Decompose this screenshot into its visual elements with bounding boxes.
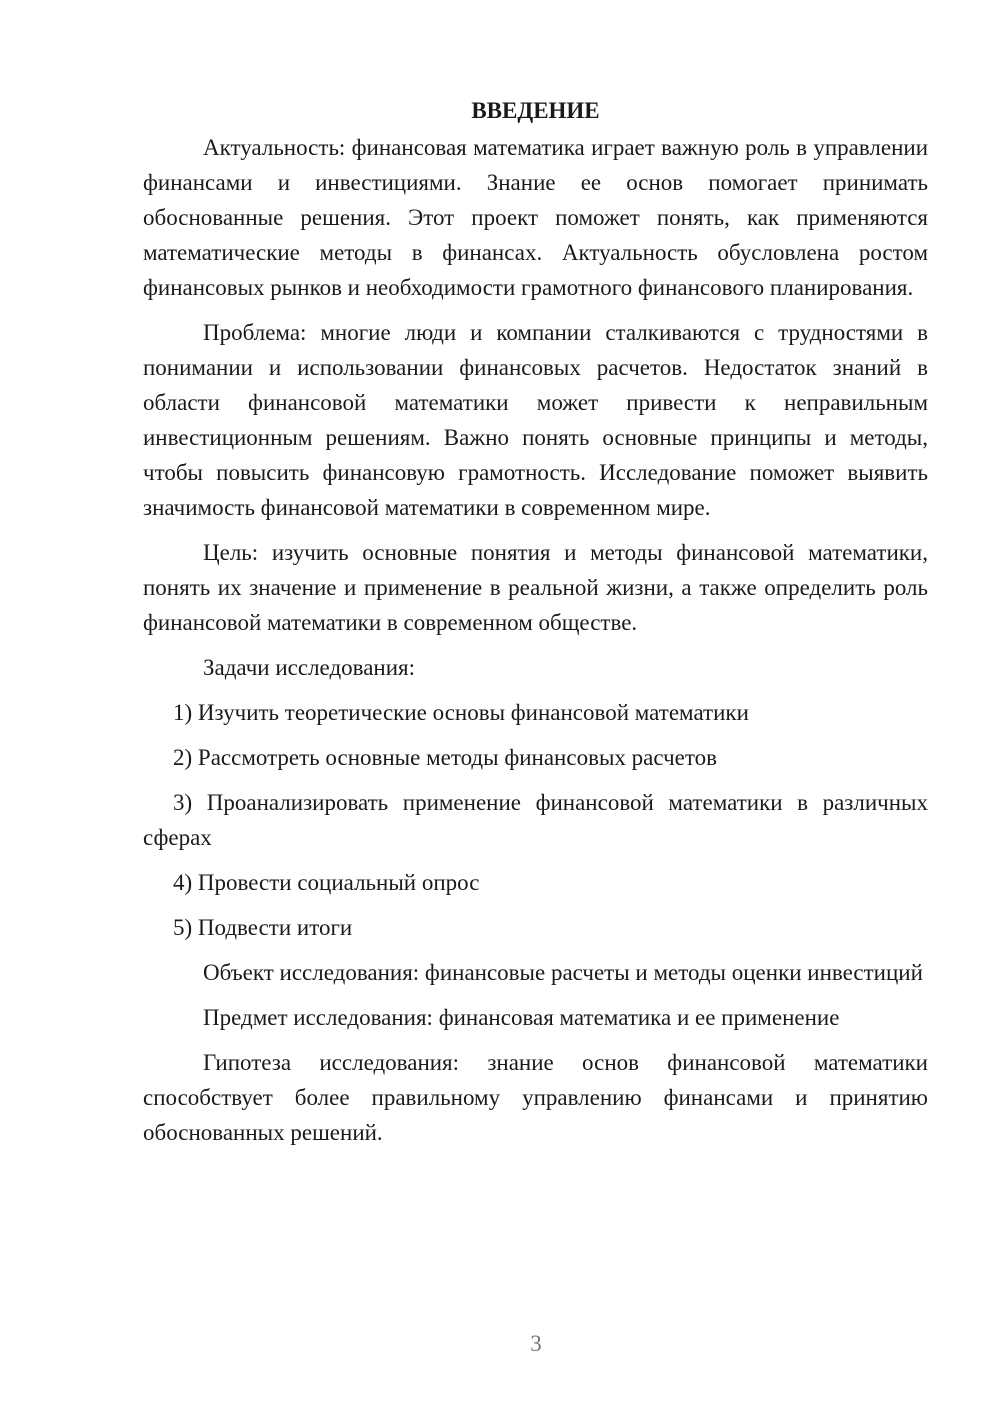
task-item-2: 2) Рассмотреть основные методы финансовых расчетов xyxy=(173,745,717,770)
task-item-1: 1) Изучить теоретические основы финансовой математики xyxy=(173,700,749,725)
task-item-5: 5) Подвести итоги xyxy=(173,915,353,940)
hypothesis-paragraph: Гипотеза исследования: знание основ финансовой математики способствует более правильному управлению финансами и принятию обоснованных решений. xyxy=(143,1050,928,1145)
object-paragraph: Объект исследования: финансовые расчеты и методы оценки инвестиций xyxy=(203,960,923,985)
task-item-4: 4) Провести социальный опрос xyxy=(173,870,480,895)
goal-paragraph: Цель: изучить основные понятия и методы финансовой математики, понять их значение и применение в реальной жизни, а также определить роль финансовой математики в современном обществе. xyxy=(143,540,928,635)
relevance-paragraph: Актуальность: финансовая математика играет важную роль в управлении финансами и инвестициями. Знание ее основ помогает принимать обоснованные решения. Этот проект поможет понять, как применяются математические методы в финансах. Актуальность обусловлена ростом финансовых рынков и необходимости грамотного финансового планирования. xyxy=(143,135,928,300)
document-page xyxy=(143,92,928,1160)
task-item-3: 3) Проанализировать применение финансовой математики в различных сферах xyxy=(143,790,928,850)
page-number: 3 xyxy=(530,1331,542,1356)
tasks-heading: Задачи исследования: xyxy=(203,655,416,680)
subject-paragraph: Предмет исследования: финансовая математика и ее применение xyxy=(203,1005,840,1030)
problem-paragraph: Проблема: многие люди и компании сталкиваются с трудностями в понимании и использовании финансовых расчетов. Недостаток знаний в области финансовой математики может привести к неправильным инвестиционным решениям. Важно понять основные принципы и методы, чтобы повысить финансовую грамотность. Исследование поможет выявить значимость финансовой математики в современном мире. xyxy=(143,320,928,520)
page-title: ВВЕДЕНИЕ xyxy=(471,98,600,123)
